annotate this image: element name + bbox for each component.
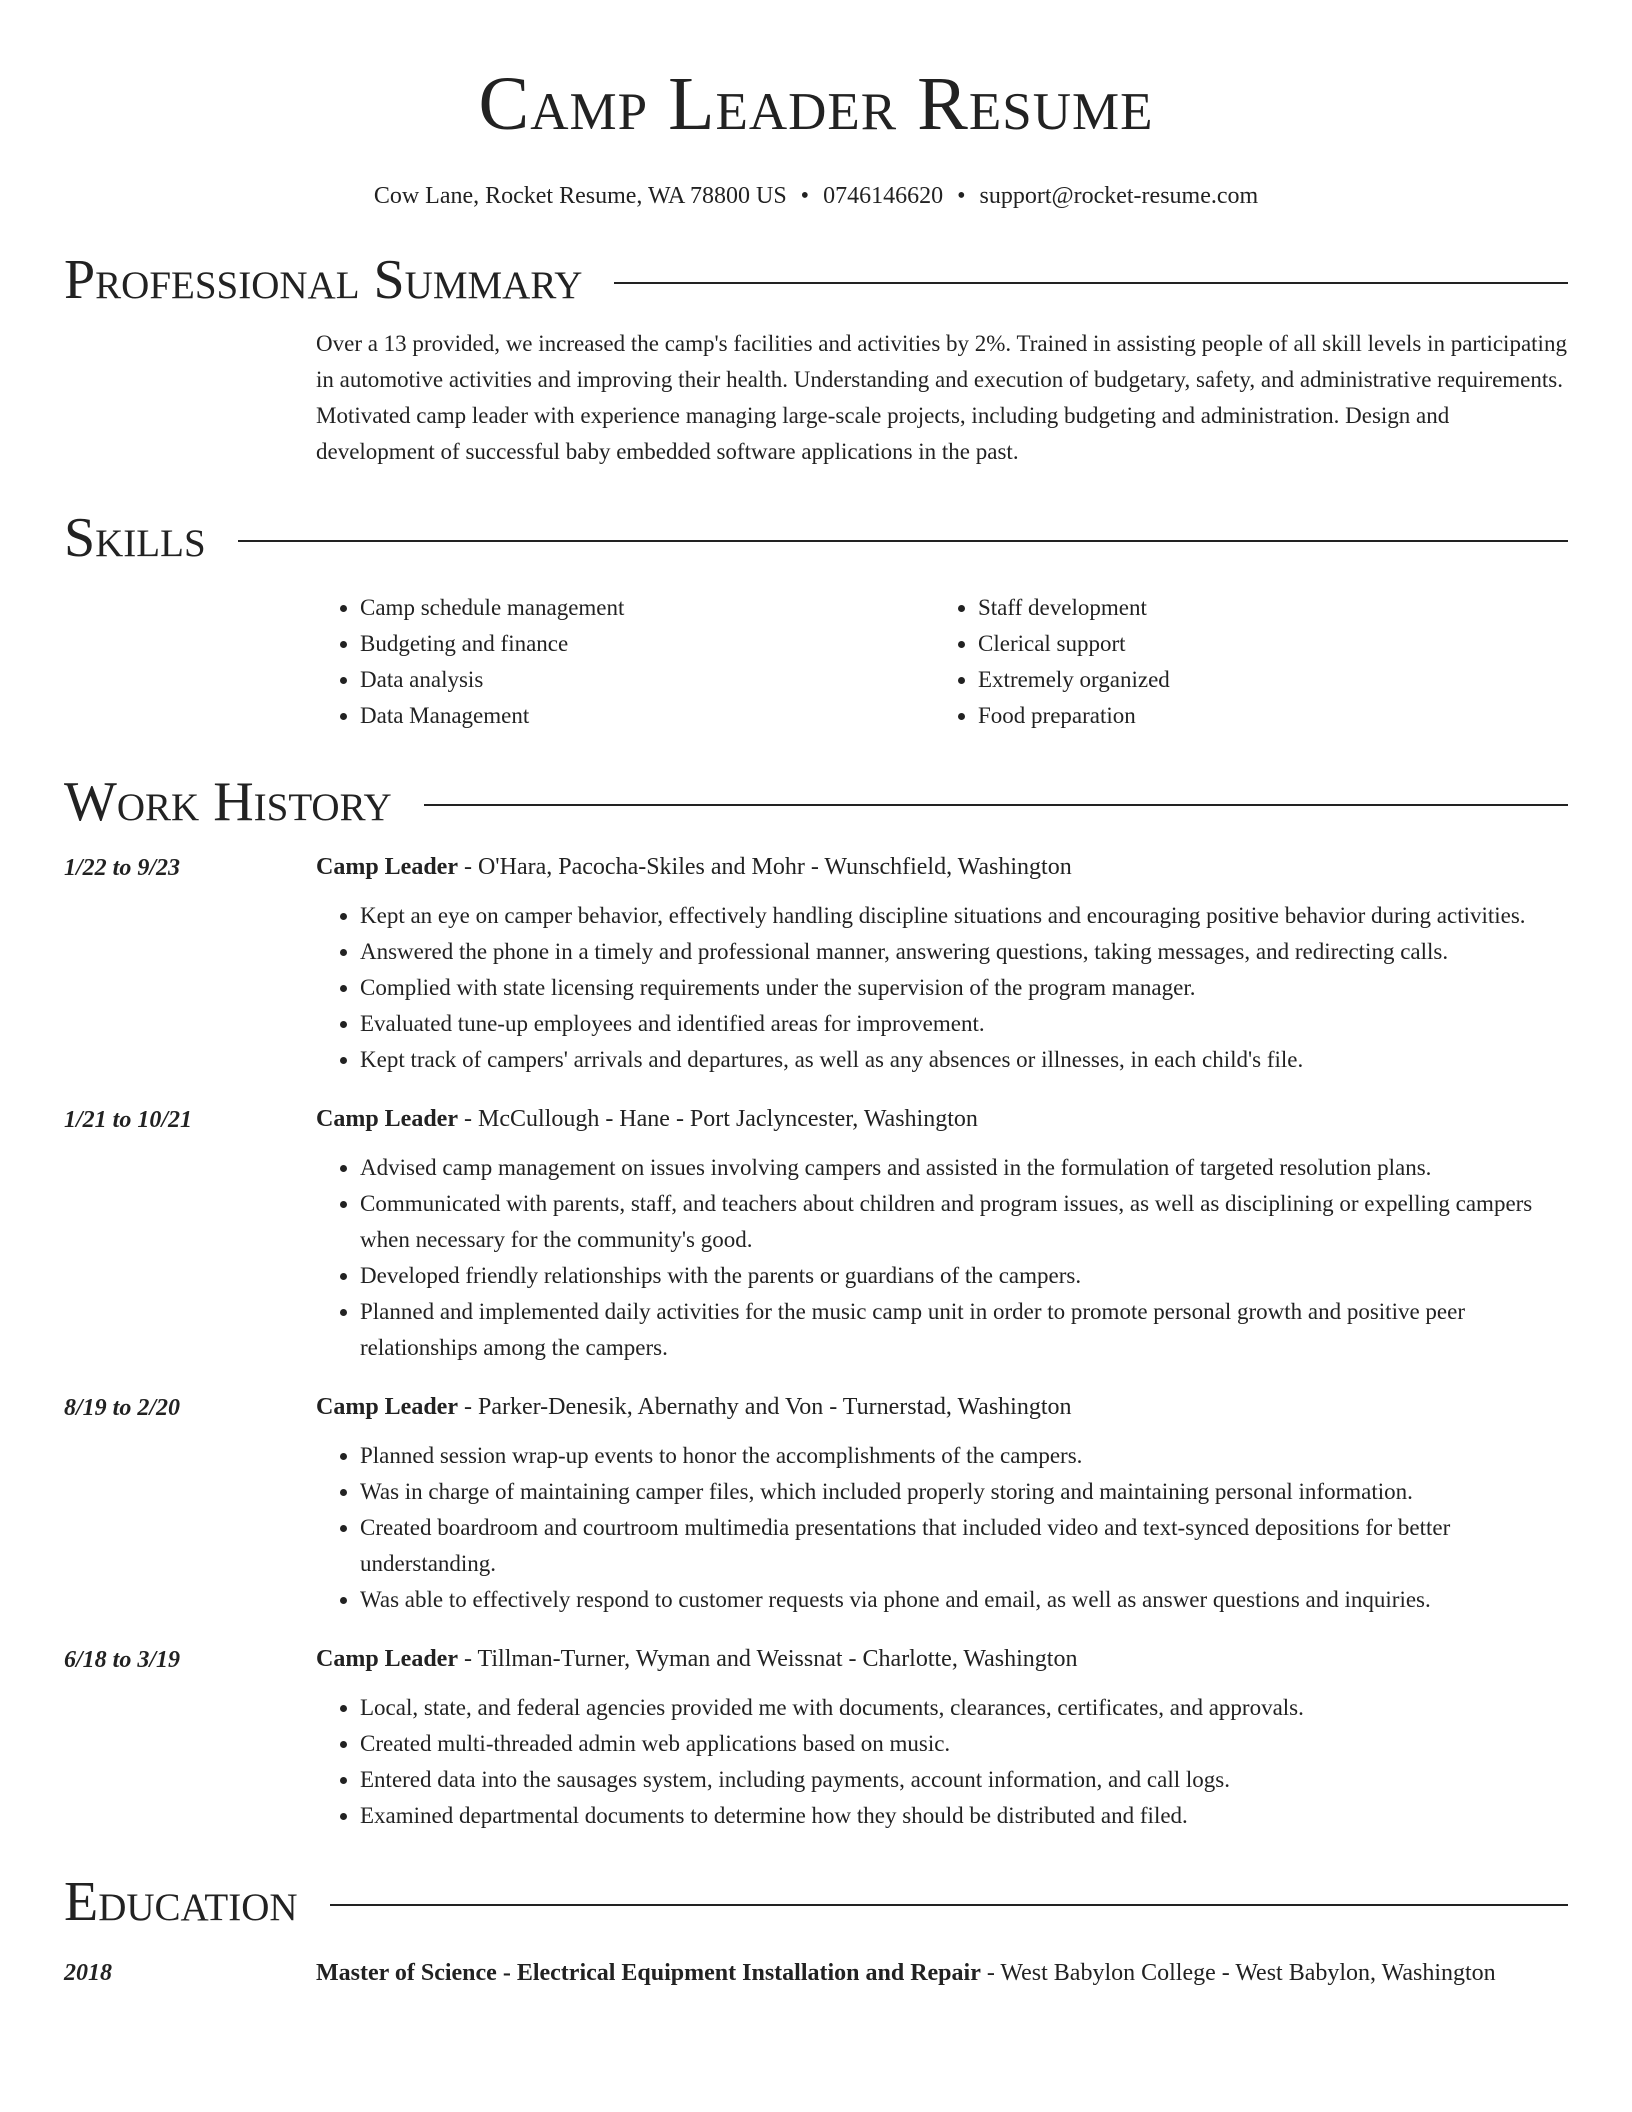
job-employer: - Tillman-Turner, Wyman and Weissnat - Charlotte, Washington xyxy=(457,1646,1078,1672)
skill-item: • Data Management xyxy=(360,698,934,734)
contact-address: Cow Lane, Rocket Resume, WA 78800 US xyxy=(373,183,787,209)
job-bullet: • Answered the phone in a timely and professional manner, answering questions, taking messages, and redirecting calls. xyxy=(360,934,1568,970)
job-bullet: • Complied with state licensing requirements under the supervision of the program manager. xyxy=(360,970,1568,1006)
job-bullets xyxy=(316,898,1568,1078)
job-entry xyxy=(64,848,1568,1078)
job-date: 1/21 to 10/21 xyxy=(64,1107,193,1133)
skills-section-header xyxy=(64,506,1568,570)
skills-column-left xyxy=(316,590,934,734)
job-bullet: • Planned session wrap-up events to honor the accomplishments of the campers. xyxy=(360,1438,1568,1474)
job-title: Camp Leader xyxy=(316,854,458,880)
resume-title: Camp Leader Resume xyxy=(478,62,1154,146)
skill-item: • Data analysis xyxy=(360,662,934,698)
education-degree: Master of Science - Electrical Equipment Installation and Repair xyxy=(316,1960,981,1986)
work-section-header xyxy=(64,770,1568,834)
job-bullet: • Planned and implemented daily activities for the music camp unit in order to promote personal growth and positive peer relationships among the campers. xyxy=(360,1294,1568,1366)
education-heading: Education xyxy=(64,1871,298,1933)
skill-item: • Budgeting and finance xyxy=(360,626,934,662)
contact-line xyxy=(64,180,1568,212)
job-bullet: • Was able to effectively respond to customer requests via phone and email, as well as answer questions and inquiries. xyxy=(360,1582,1568,1618)
job-bullet: • Developed friendly relationships with the parents or guardians of the campers. xyxy=(360,1258,1568,1294)
job-title: Camp Leader xyxy=(316,1394,458,1420)
job-bullet: • Communicated with parents, staff, and teachers about children and program issues, as well as disciplining or expelling campers when necessary for the community's good. xyxy=(360,1186,1568,1258)
job-bullet: • Entered data into the sausages system, including payments, account information, and call logs. xyxy=(360,1762,1568,1798)
summary-section-header xyxy=(64,248,1568,312)
skills-column-right xyxy=(934,590,1552,734)
education-content xyxy=(316,1954,1568,1992)
job-bullet: • Kept an eye on camper behavior, effectively handling discipline situations and encouraging positive behavior during activities. xyxy=(360,898,1568,934)
education-section-header xyxy=(64,1870,1568,1934)
job-bullet: • Advised camp management on issues involving campers and assisted in the formulation of targeted resolution plans. xyxy=(360,1150,1568,1186)
job-content xyxy=(316,1100,1568,1366)
skills-list xyxy=(316,590,1568,734)
job-bullet: • Local, state, and federal agencies provided me with documents, clearances, certificates, and approvals. xyxy=(360,1690,1568,1726)
work-heading: Work History xyxy=(64,771,392,833)
skill-item: • Clerical support xyxy=(978,626,1552,662)
job-entry xyxy=(64,1388,1568,1618)
job-date: 8/19 to 2/20 xyxy=(64,1395,181,1421)
section-divider xyxy=(330,1904,1568,1906)
section-divider xyxy=(238,540,1568,542)
job-employer: - O'Hara, Pacocha-Skiles and Mohr - Wunschfield, Washington xyxy=(457,854,1072,880)
section-divider xyxy=(424,804,1568,806)
job-employer: - Parker-Denesik, Abernathy and Von - Turnerstad, Washington xyxy=(457,1394,1072,1420)
summary-text: Over a 13 provided, we increased the camp's facilities and activities by 2%. Trained in assisting people of all skill levels in participating in automotive activities and improving their health. Understanding and execution of budgetary, safety, and administrative requirements. Motivated camp leader with experience managing large-scale projects, including budgeting and administration. Design and development of successful baby embedded software applications in the past. xyxy=(316,331,1567,464)
skill-item: • Food preparation xyxy=(978,698,1552,734)
contact-separator: • xyxy=(957,183,966,209)
job-bullets xyxy=(316,1690,1568,1834)
education-date: 2018 xyxy=(64,1960,112,1986)
education-entry xyxy=(64,1954,1568,1992)
job-date: 6/18 to 3/19 xyxy=(64,1647,181,1673)
job-bullets xyxy=(316,1150,1568,1366)
job-entry xyxy=(64,1100,1568,1366)
job-bullet: • Examined departmental documents to determine how they should be distributed and filed. xyxy=(360,1798,1568,1834)
job-bullet: • Created boardroom and courtroom multimedia presentations that included video and text-synced depositions for better understanding. xyxy=(360,1510,1568,1582)
job-heading xyxy=(316,1100,1568,1138)
education-school: - West Babylon College - West Babylon, Washington xyxy=(980,1960,1496,1986)
job-bullet: • Kept track of campers' arrivals and departures, as well as any absences or illnesses, in each child's file. xyxy=(360,1042,1568,1078)
contact-separator: • xyxy=(800,183,810,209)
job-bullets xyxy=(316,1438,1568,1618)
job-heading xyxy=(316,848,1568,886)
section-divider xyxy=(614,282,1568,284)
job-title: Camp Leader xyxy=(316,1106,458,1132)
job-title: Camp Leader xyxy=(316,1646,458,1672)
job-bullet: • Evaluated tune-up employees and identified areas for improvement. xyxy=(360,1006,1568,1042)
skills-heading: Skills xyxy=(64,507,206,569)
job-bullet: • Created multi-threaded admin web applications based on music. xyxy=(360,1726,1568,1762)
job-heading xyxy=(316,1640,1568,1678)
job-employer: - McCullough - Hane - Port Jaclyncester, Washington xyxy=(457,1106,978,1132)
job-bullet: • Was in charge of maintaining camper files, which included properly storing and maintaining personal information. xyxy=(360,1474,1568,1510)
job-content xyxy=(316,1640,1568,1834)
summary-heading: Professional Summary xyxy=(64,249,583,311)
skill-item: • Staff development xyxy=(978,590,1552,626)
contact-email: support@rocket-resume.com xyxy=(979,183,1259,209)
skill-item: • Camp schedule management xyxy=(360,590,934,626)
job-content xyxy=(316,848,1568,1078)
job-heading xyxy=(316,1388,1568,1426)
job-content xyxy=(316,1388,1568,1618)
job-entry xyxy=(64,1640,1568,1834)
contact-phone: 0746146620 xyxy=(823,183,944,209)
skill-item: • Extremely organized xyxy=(978,662,1552,698)
job-date: 1/22 to 9/23 xyxy=(64,855,181,881)
